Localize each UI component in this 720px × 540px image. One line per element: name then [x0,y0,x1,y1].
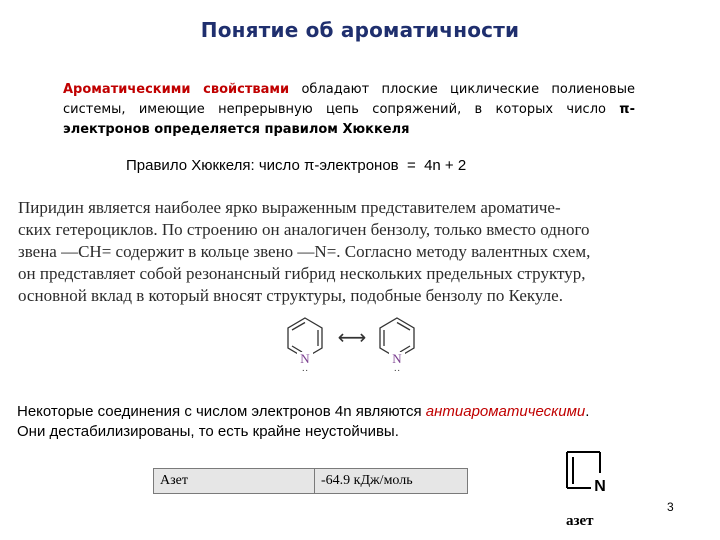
pyridine-line: звена —CH= содержит в кольце звено —N=. Согласно методу валентных схем, [18,242,591,261]
page-title: Понятие об ароматичности [200,18,520,42]
azet-structure [560,448,616,496]
antiaromatic-period: . [585,403,590,420]
definition-tail: -электронов определяется правилом Хюккеля [63,102,635,137]
pyridine-line: он представляет собой резонансный гибрид нескольких предельных структур, [18,264,586,283]
aromatic-definition [63,80,635,140]
pyridine-line: Пиридин является наиболее ярко выраженным представителем ароматиче- [18,198,561,217]
table-row [154,469,468,494]
antiaromatic-term: антиароматическими [425,403,586,420]
azet-nitrogen-atom: N [594,478,606,495]
huckel-prefix: Правило Хюккеля: число [126,157,304,174]
page-number: 3 [667,500,674,514]
huckel-rule [126,157,466,174]
resonance-arrow: ⟷ [337,325,367,349]
nitrogen-atom-right: N [392,351,402,366]
antiaromatic-text-2: Они дестабилизированы, то есть крайне неустойчивы. [17,423,399,440]
antiaromatic-text [17,402,707,442]
table-cell-energy: -64.9 кДж/моль [315,469,468,494]
pyridine-line: основной вклад в который вносят структуры, подобные бензолу по Кекуле. [18,286,563,305]
definition-highlight: Ароматическими свойствами [63,82,290,97]
pyridine-paragraph [18,197,684,307]
antiaromatic-text-1: Некоторые соединения с числом электронов 4n являются [17,403,426,420]
table-cell-compound: Азет [154,469,315,494]
pi-symbol: π [619,102,630,117]
azet-energy-table [153,468,468,494]
pyridine-line: ских гетероциклов. По строению он аналогичен бензолу, только вместо одного [18,220,590,239]
pyridine-resonance-diagram [280,314,430,376]
lone-pair-right: ·· [393,365,401,376]
nitrogen-atom-left: N [300,351,310,366]
lone-pair-left: ·· [301,365,309,376]
huckel-pi: π [303,157,315,174]
azet-label: азет [566,513,594,529]
definition-text: обладают плоские циклические полиеновые системы, имеющие непрерывную цепь сопряжений, в которых число [63,82,635,117]
huckel-suffix: -электронов = 4n + 2 [314,157,467,174]
